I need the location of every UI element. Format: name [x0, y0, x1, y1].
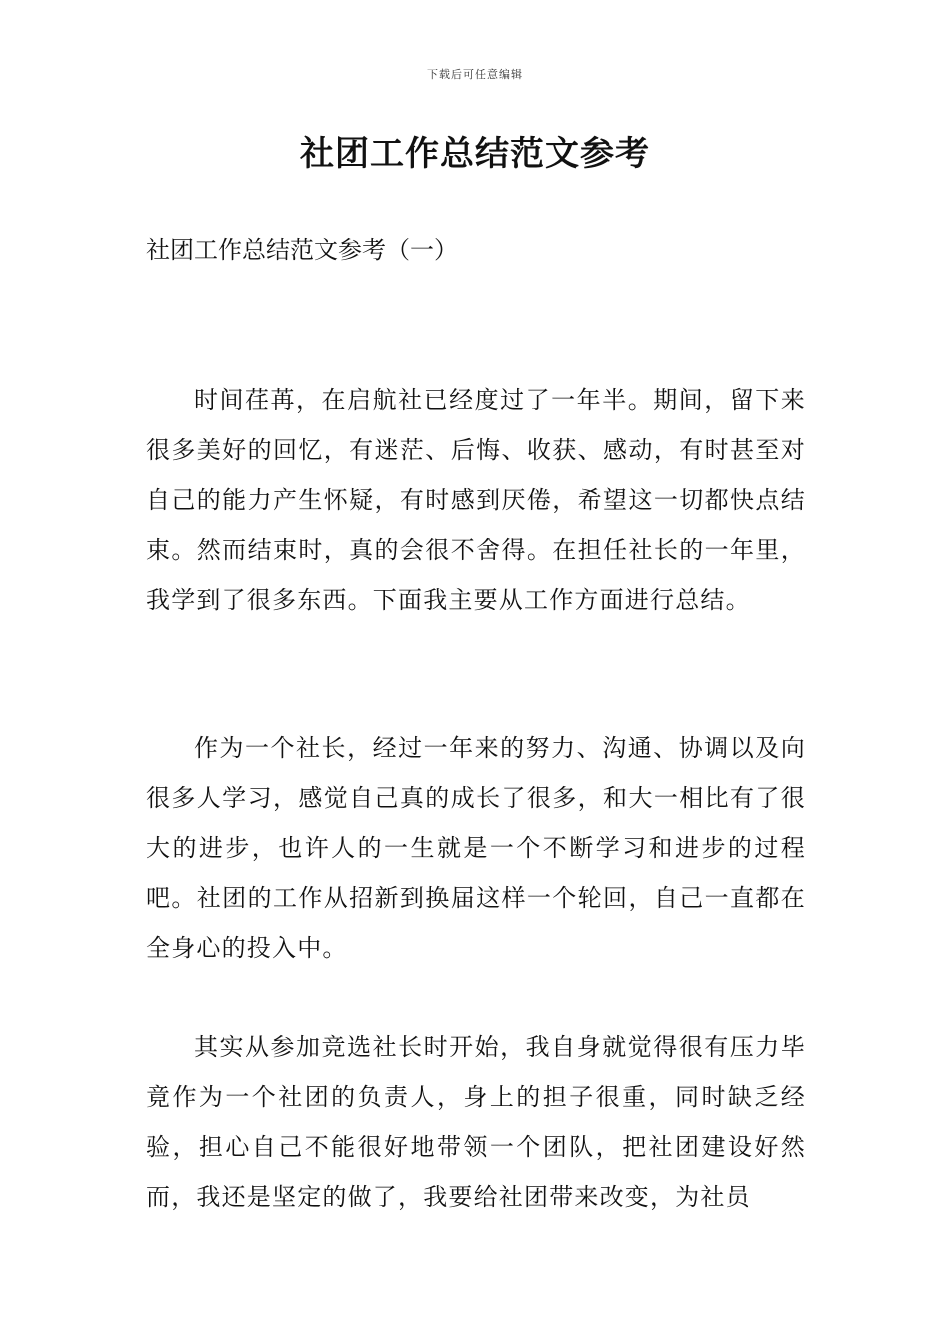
paragraph-1: 时间荏苒，在启航社已经度过了一年半。期间，留下来很多美好的回忆，有迷茫、后悔、收获、感动，有时甚至对自己的能力产生怀疑，有时感到厌倦，希望这一切都快点结束。然而结束时，真的会很不舍得。在担任社长的一年里，我学到了很多东西。下面我主要从工作方面进行总结。: [146, 386, 806, 614]
document-title: 社团工作总结范文参考: [300, 134, 650, 174]
document-subtitle: 社团工作总结范文参考（一）: [146, 236, 458, 264]
header-note: 下载后可任意编辑: [427, 68, 523, 81]
paragraph-3: 其实从参加竞选社长时开始，我自身就觉得很有压力毕竟作为一个社团的负责人，身上的担子很重，同时缺乏经验，担心自己不能很好地带领一个团队，把社团建设好然而，我还是坚定的做了，我要给社团带来改变，为社员: [146, 1033, 806, 1211]
paragraph-2: 作为一个社长，经过一年来的努力、沟通、协调以及向很多人学习，感觉自己真的成长了很多，和大一相比有了很大的进步，也许人的一生就是一个不断学习和进步的过程吧。社团的工作从招新到换届这样一个轮回，自己一直都在全身心的投入中。: [146, 734, 806, 962]
